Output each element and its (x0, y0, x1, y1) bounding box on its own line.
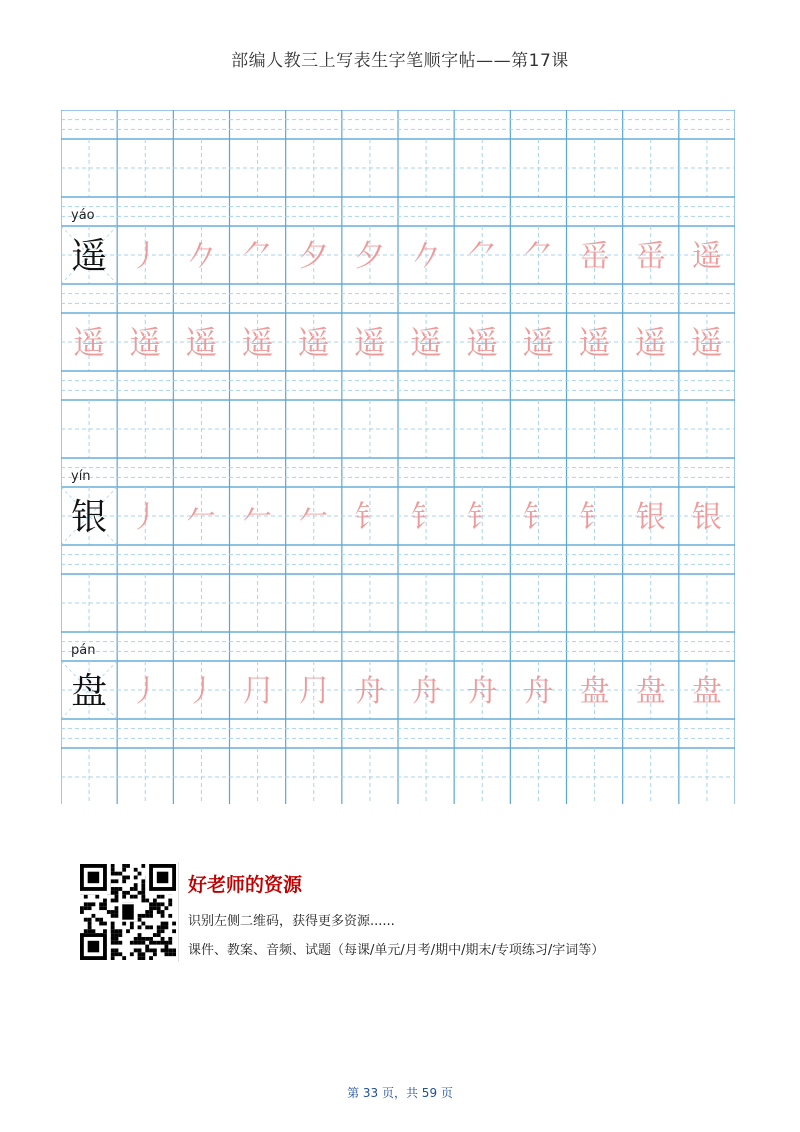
page-number: 第 33 页，共 59 页 (347, 1086, 453, 1100)
pinyin-label: pán (71, 643, 96, 658)
stroke-order-step: 钅 (354, 499, 385, 535)
stroke-order-step: 丿 (130, 499, 161, 535)
promo-box (78, 858, 738, 964)
stroke-order-step: 𠂉 (186, 499, 217, 535)
qr-code-icon[interactable] (78, 862, 179, 962)
stroke-order-step: ⺈ (242, 238, 273, 274)
stroke-order-step: 钅 (467, 499, 498, 535)
stroke-order-step: ⺆ (242, 673, 273, 709)
stroke-order-step: ⺆ (298, 673, 329, 709)
model-character: 遥 (71, 235, 108, 277)
trace-character: 遥 (353, 323, 386, 362)
trace-character: 遥 (241, 323, 274, 362)
stroke-order-step: 𠂉 (242, 499, 273, 535)
stroke-order-step: 舟 (411, 673, 442, 709)
stroke-order-step: 钅 (579, 499, 610, 535)
stroke-order-step: 银 (635, 499, 666, 535)
trace-character: 遥 (522, 323, 555, 362)
model-character: 银 (71, 496, 108, 538)
pinyin-label: yáo (71, 208, 95, 223)
stroke-order-step: 䍃 (579, 238, 610, 274)
trace-character: 遥 (410, 323, 443, 362)
trace-character: 遥 (73, 323, 106, 362)
stroke-order-step: 𠂉 (298, 499, 329, 535)
page-title: 部编人教三上写表生字笔顺字帖——第17课 (231, 51, 569, 71)
stroke-order-step: 钅 (411, 499, 442, 535)
trace-character: 遥 (129, 323, 162, 362)
stroke-order-step: 盘 (691, 673, 722, 709)
practice-grid-svg (61, 110, 735, 804)
trace-character: 遥 (690, 323, 723, 362)
stroke-order-step: 𠂊 (186, 238, 217, 274)
qr-code-graphic (80, 864, 176, 960)
stroke-order-step: 银 (691, 499, 722, 535)
stroke-order-step: 丿 (186, 673, 217, 709)
stroke-order-step: 舟 (523, 673, 554, 709)
model-character: 盘 (71, 670, 108, 712)
promo-title: 好老师的资源 (188, 874, 303, 896)
stroke-order-step: ⺈ (523, 238, 554, 274)
pinyin-label: yín (71, 469, 91, 484)
promo-description: 识别左侧二维码，获得更多资源...... (188, 914, 395, 929)
trace-character: 遥 (297, 323, 330, 362)
stroke-order-step: 夕 (298, 238, 329, 274)
stroke-order-step: 遥 (691, 238, 722, 274)
stroke-order-step: 盘 (635, 673, 666, 709)
stroke-order-step: 钅 (523, 499, 554, 535)
stroke-order-step: 盘 (579, 673, 610, 709)
stroke-order-step: 𠂊 (411, 238, 442, 274)
practice-grid (61, 110, 735, 804)
trace-character: 遥 (466, 323, 499, 362)
stroke-order-step: 丿 (130, 238, 161, 274)
promo-resource-list: 课件、教案、音频、试题（每课/单元/月考/期中/期末/专项练习/字词等） (188, 943, 605, 958)
stroke-order-step: 丿 (130, 673, 161, 709)
stroke-order-step: 舟 (467, 673, 498, 709)
stroke-order-step: 夕 (354, 238, 385, 274)
stroke-order-step: ⺈ (467, 238, 498, 274)
stroke-order-step: 䍃 (635, 238, 666, 274)
stroke-order-step: 舟 (354, 673, 385, 709)
trace-character: 遥 (634, 323, 667, 362)
trace-character: 遥 (185, 323, 218, 362)
trace-character: 遥 (578, 323, 611, 362)
